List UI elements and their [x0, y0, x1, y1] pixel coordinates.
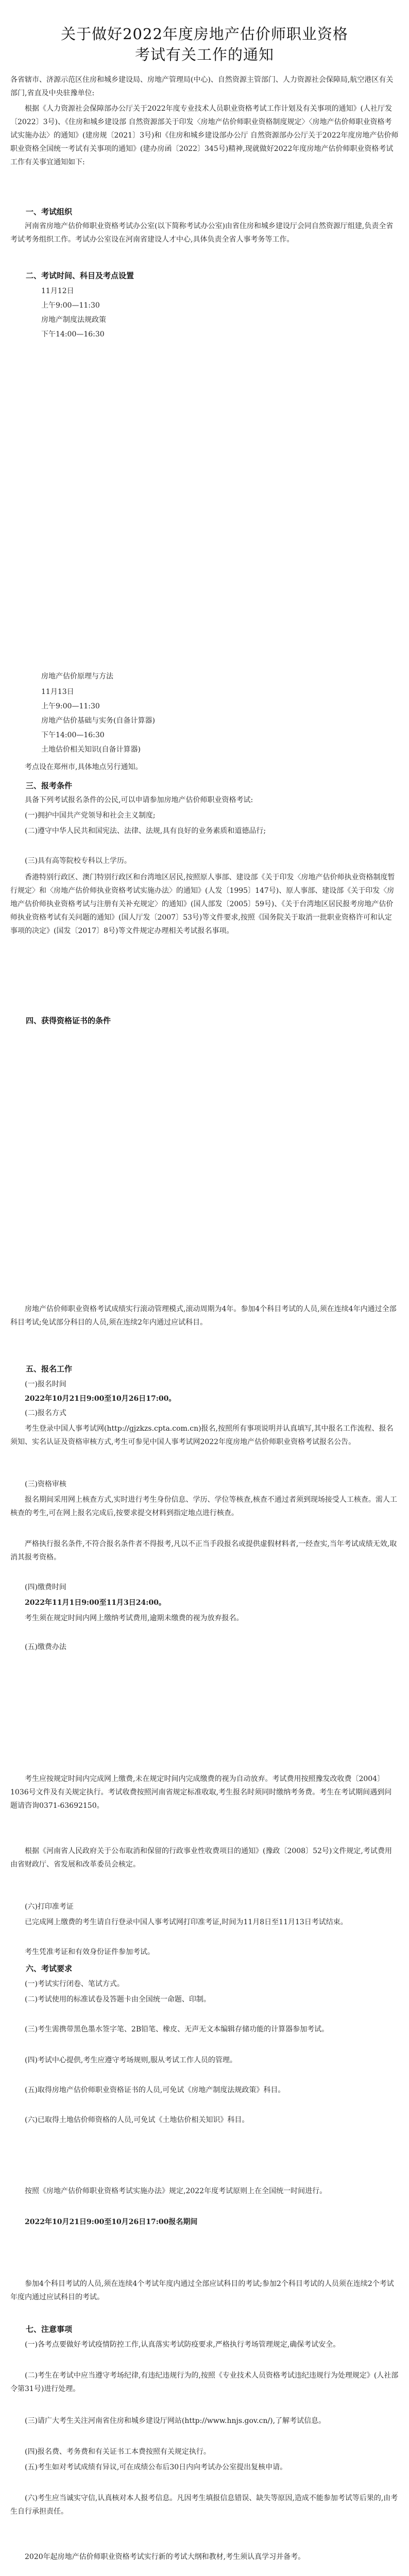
salutation: 各省辖市、济源示范区住房和城乡建设局、房地产管理局(中心)、自然资源主管部门、人力资源社会保障局,航空港区有关部门,省直及中央驻豫单位: — [10, 76, 394, 97]
section-heading: 七、注意事项 — [26, 2325, 73, 2334]
exam-date: 11月12日 — [41, 287, 74, 295]
section-body: 考生须在规定时间内网上缴纳考试费用,逾期未缴费的视为放弃报名。 — [25, 1614, 244, 1622]
section-heading: 一、考试组织 — [26, 207, 73, 216]
note-item: (三)请广大考生关注河南省住房和城乡建设厅网站(http://www.hnjs.gov.cn/),了解考试信息。 — [25, 2417, 326, 2425]
section-heading: 三、报考条件 — [26, 781, 73, 790]
condition-item: (三)具有高等院校专科以上学历。 — [25, 857, 131, 865]
sub-heading: (一)报名时间 — [25, 1380, 66, 1388]
requirement-item: (三)考生需携带黑色墨水签字笔、2B铅笔、橡皮、无声无文本编辑存储功能的计算器参加考试。 — [25, 2025, 329, 2033]
exam-slot: 上午9:00—11:30 — [41, 301, 100, 310]
section-heading: 五、报名工作 — [26, 1364, 73, 1374]
sub-heading: (四)缴费时间 — [25, 1583, 66, 1591]
exam-subject: 房地产制度法规政策 — [41, 316, 106, 324]
section-body: 河南省房地产估价师职业资格考试办公室(以下简称考试办公室)由省住房和城乡建设厅会同自然资源厅组建,负责全省考试考务组织工作。考试办公室设在河南省建设人才中心,具体负责全省人事考务等工作。 — [10, 222, 394, 244]
sub-heading: (三)资格审核 — [25, 1480, 66, 1488]
exam-slot: 下午14:00—16:30 — [41, 330, 105, 338]
section-heading: 六、考试要求 — [26, 1964, 73, 1973]
note-item: (六)考生应当诚实守信,认真核对本人报考信息。凡因考生填报信息错误、缺失等原因,造成不能参加考试等后果的,由考生自行承担责任。 — [10, 2494, 398, 2516]
section-body: 根据《河南省人民政府关于公布取消和保留的行政事业性收费项目的通知》(豫政〔2008〕52号)文件规定,考试费用由省财政厅、省发展和改革委员会核定。 — [10, 1847, 392, 1869]
section-heading: 二、考试时间、科目及考点设置 — [26, 271, 134, 280]
condition-item: (二)遵守中华人民共和国宪法、法律、法规,具有良好的业务素质和道德品行; — [25, 827, 266, 835]
requirement-item: (六)已取得土地估价师资格的人员,可免试《土地估价相关知识》科目。 — [25, 2116, 249, 2124]
note-item: (五)考生如对考试成绩有异议,可在成绩公布后30日内向考试办公室提出复核申请。 — [25, 2463, 287, 2471]
section-body: 参加4个科目考试的人员,须在连续4个考试年度内通过全部应试科目的考试;参加2个科目考试的人员须在连续2个考试年度内通过应试科目的考试。 — [10, 2280, 394, 2301]
section-body: 房地产估价师职业资格考试成绩实行滚动管理模式,滚动周期为4年。参加4个科目考试的人员,须在连续4年内通过全部科目考试;免试部分科目的人员,须在连续2年内通过应试科目。 — [10, 1305, 397, 1327]
sub-heading: (五)缴费办法 — [25, 1643, 66, 1651]
requirement-item: (五)取得房地产估价师职业资格证书的人员,可免试《房地产制度法规政策》科目。 — [25, 2086, 285, 2094]
exam-subject: 房地产估价基础与实务(自备计算器) — [41, 717, 155, 725]
key-date: 2022年11月1日9:00至11月3日24:00。 — [25, 1599, 166, 1607]
section-body: 已完成网上缴费的考生请自行登录中国人事考试网打印准考证,时间为11月8日至11月13日考试结束。 — [25, 1918, 348, 1926]
section-body: 按照《房地产估价师职业资格考试实施办法》规定,2022年度考试原则上在全国统一时间进行。 — [25, 2187, 327, 2195]
requirement-item: (四)考试中心提供,考生应遵守考场规则,服从考试工作人员的管理。 — [25, 2056, 237, 2064]
section-body: 2020年起房地产估价师职业资格考试实行新的考试大纲和教材,考生须认真学习并备考。 — [25, 2553, 305, 2561]
intro-paragraph: 根据《人力资源社会保障部办公厅关于2022年度专业技术人员职业资格考试工作计划及有关事项的通知》(人社厅发〔2022〕3号)、《住房和城乡建设部 自然资源部关于印发〈房地产估价师职业资格制度规定〉〈房地产估价师职业资格考试实施办法〉的通知》(建房规〔2021〕3号)和《住房和城乡建设部办公厅 自然资源部办公厅关于2022年度房地产估价师职业资格全国统一考试有关事项的通知》(建办房函〔2022〕345号)精神,现就做好2022年度房地产估价师职业资格考试工作有关事宜通知如下: — [10, 105, 399, 166]
exam-slot: 下午14:00—16:30 — [41, 731, 105, 739]
exam-date: 11月13日 — [41, 688, 74, 696]
key-date: 2022年10月21日9:00至10月26日17:00。 — [25, 1395, 176, 1403]
key-date: 2022年10月21日9:00至10月26日17:00报名期间 — [25, 2218, 198, 2226]
section-body: 具备下列考试报名条件的公民,可以申请参加房地产估价师职业资格考试: — [25, 796, 253, 804]
sub-heading: (二)报名方式 — [25, 1409, 66, 1417]
note-item: (二)考生在考试中应当遵守考场纪律,有违纪违规行为的,按照《专业技术人员资格考试违纪违规行为处理规定》(人社部令第31号)进行处理。 — [10, 2371, 399, 2393]
condition-item: (一)拥护中国共产党领导和社会主义制度; — [25, 811, 156, 820]
requirement-item: (二)考试使用的标准试卷及答题卡由全国统一命题、印制。 — [25, 1995, 211, 2004]
section-heading: 四、获得资格证书的条件 — [26, 1016, 111, 1025]
section-body: 严格执行报名条件,不符合报名条件者不得报考,凡以不正当手段报名或提供虚假材料者,一经查实,当年考试成绩无效,取消其报考资格。 — [10, 1540, 397, 1562]
note-item: (一)各考点要做好考试疫情防控工作,认真落实考试防疫要求,严格执行考场管理规定,确保考试安全。 — [25, 2341, 340, 2349]
exam-subject: 房地产估价原理与方法 — [41, 672, 113, 681]
requirement-item: (一)考试实行闭卷、笔试方式。 — [25, 1980, 124, 1988]
exam-slot: 上午9:00—11:30 — [41, 702, 100, 710]
section-body: 考生登录中国人事考试网(http://gjzkzs.cpta.com.cn)报名,按照所有事项说明并认真填写,其中报名工作流程、报名须知、实名认证及资格审核方式,考生可参见中国人事考试网2022年度房地产估价师职业资格考试报名公告。 — [10, 1425, 394, 1446]
page-title: 关于做好2022年度房地产估价师职业资格考试有关工作的通知 — [61, 25, 348, 63]
section-body: 报名期间采用网上核查方式,实时进行考生身份信息、学历、学位等核查,核查不通过者须到现场接受人工核查。需人工核查的考生,可在网上报名完成后,按要求提交材料到指定地点进行核查。 — [10, 1496, 397, 1517]
section-body: 考生应按规定时间内完成网上缴费,未在规定时间内完成缴费的视为自动放弃。考试费用按照豫发改收费〔2004〕1036号文件及有关规定执行。考试收费按照河南省规定标准收取,考生报名时须同时缴纳考务费。考生在考试期间遇到问题请咨询0371-63692150。 — [10, 1775, 392, 1810]
section-body: 考生凭准考证和有效身份证件参加考试。 — [25, 1948, 155, 1956]
exam-venue: 考点设在郑州市,具体地点另行通知。 — [25, 763, 143, 771]
section-body: 香港特别行政区、澳门特别行政区和台湾地区居民,按照原人事部、建设部《关于印发〈房地产估价师执业资格制度暂行规定〉和〈房地产估价师执业资格考试实施办法〉的通知》(人发〔1995〕147号)、原人事部、建设部《关于印发〈房地产估价师执业资格考试与注册有关补充规定〉的通知》(国人部发〔2005〕59号)、《关于台湾地区居民报考房地产估价师执业资格考试有关问题的通知》(国人厅发〔2007〕53号)等文件要求,按照《国务院关于取消一批职业资格许可和认定事项的决定》(国发〔2017〕8号)等文件规定办理相关考试报名事项。 — [10, 873, 395, 935]
sub-heading: (六)打印准考证 — [25, 1903, 74, 1911]
exam-subject: 土地估价相关知识(自备计算器) — [41, 745, 141, 754]
note-item: (四)报名费、考务费和有关证书工本费按照有关规定执行。 — [25, 2448, 211, 2456]
